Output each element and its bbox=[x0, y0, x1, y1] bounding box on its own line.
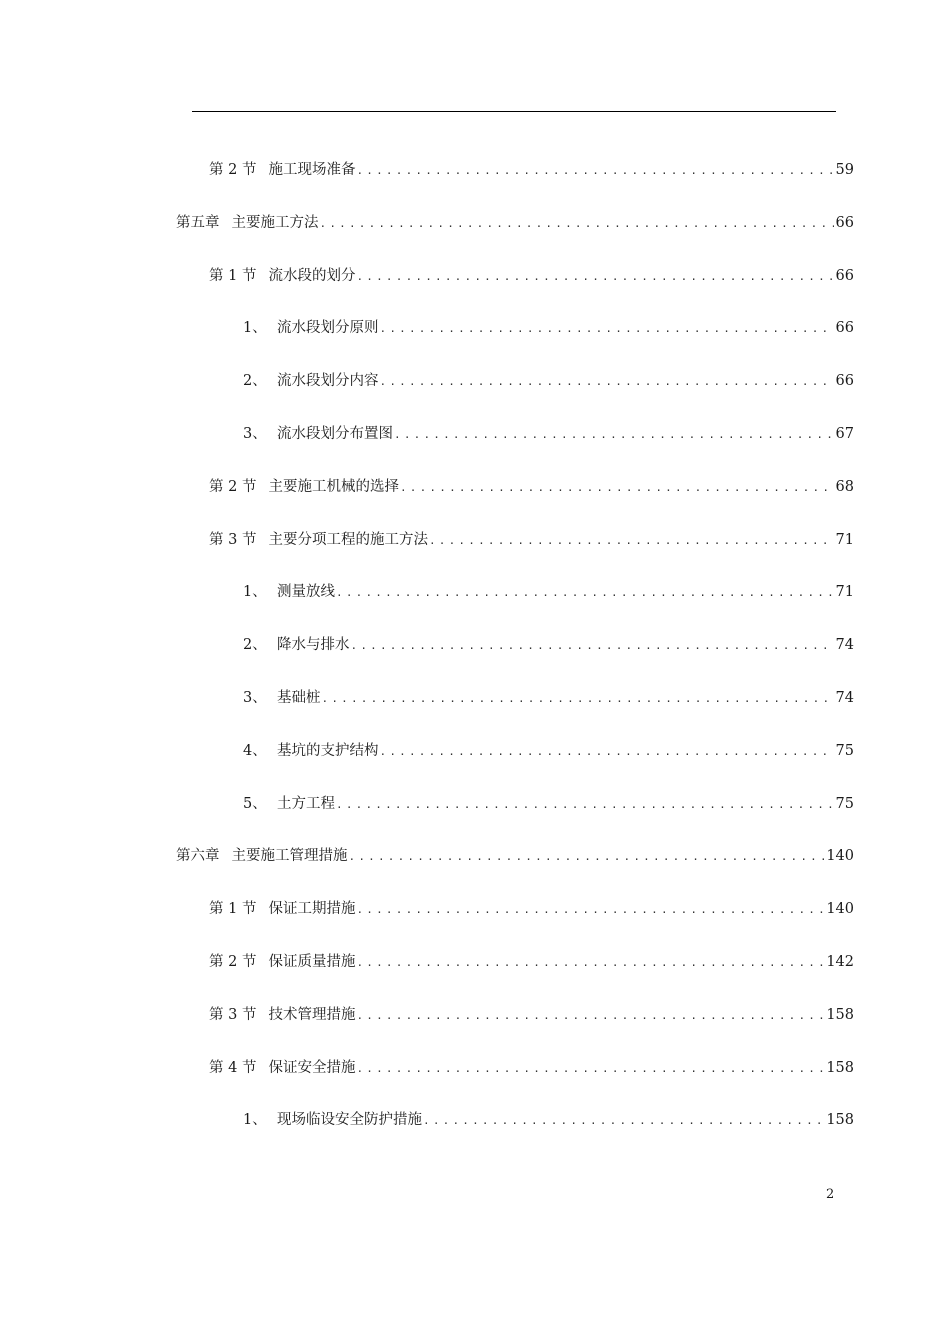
toc-entry-title: 施工现场准备 bbox=[268, 162, 356, 178]
toc-dot-leader bbox=[351, 634, 834, 657]
toc-entry-number: 第五章 bbox=[176, 214, 220, 231]
toc-dot-leader bbox=[380, 740, 834, 763]
toc-entry-title: 流水段划分内容 bbox=[277, 373, 379, 390]
toc-dot-leader bbox=[356, 898, 824, 921]
toc-entry-title: 主要施工机械的选择 bbox=[268, 478, 399, 495]
toc-entry-number: 第 1 节 bbox=[209, 901, 257, 918]
toc-entry-title: 保证安全措施 bbox=[268, 1059, 356, 1076]
toc-entry-page: 74 bbox=[835, 637, 854, 654]
toc-entry[interactable] bbox=[243, 316, 854, 340]
toc-entry-number: 1、 bbox=[243, 1112, 267, 1129]
toc-entry-title: 流水段划分布置图 bbox=[277, 426, 393, 442]
toc-entry-number: 3、 bbox=[243, 426, 267, 442]
toc-dot-leader bbox=[356, 1004, 824, 1027]
toc-entry-title: 主要施工方法 bbox=[231, 214, 319, 231]
toc-entry-number: 4、 bbox=[243, 742, 267, 759]
toc-entry-title: 技术管理措施 bbox=[268, 1006, 356, 1023]
toc-entry-page: 140 bbox=[826, 901, 854, 918]
toc-dot-leader bbox=[336, 581, 834, 604]
toc-entry-page: 66 bbox=[835, 320, 854, 337]
toc-entry-title: 保证质量措施 bbox=[268, 954, 356, 970]
toc-entry-number: 第 1 节 bbox=[209, 267, 257, 284]
toc-entry-page: 66 bbox=[835, 373, 854, 390]
toc-entry[interactable] bbox=[243, 792, 854, 816]
toc-dot-leader bbox=[356, 265, 833, 288]
toc-entry-title: 保证工期措施 bbox=[268, 901, 356, 918]
toc-entry-page: 71 bbox=[835, 531, 854, 548]
toc-entry-number: 1、 bbox=[243, 320, 267, 337]
header-rule bbox=[192, 111, 836, 112]
toc-entry-number: 第 4 节 bbox=[209, 1059, 257, 1076]
page-number: 2 bbox=[826, 1187, 835, 1202]
toc-entry[interactable] bbox=[209, 264, 854, 288]
toc-entry-title: 基坑的支护结构 bbox=[277, 742, 379, 759]
toc-entry-title: 土方工程 bbox=[277, 795, 335, 812]
toc-entry-number: 1、 bbox=[243, 584, 267, 601]
toc-entry-page: 74 bbox=[835, 690, 854, 706]
toc-entry-title: 流水段划分原则 bbox=[277, 320, 379, 337]
toc-entry[interactable] bbox=[243, 633, 854, 657]
toc-dot-leader bbox=[394, 423, 834, 446]
toc-entry[interactable] bbox=[209, 1056, 854, 1080]
toc-entry-number: 3、 bbox=[243, 690, 267, 706]
toc-entry[interactable] bbox=[176, 844, 854, 868]
toc-dot-leader bbox=[322, 687, 834, 710]
toc-entry-number: 第 2 节 bbox=[209, 954, 257, 970]
toc-dot-leader bbox=[429, 529, 834, 552]
toc-entry-page: 71 bbox=[835, 584, 854, 601]
toc-entry-number: 第 3 节 bbox=[209, 1006, 257, 1023]
toc-entry-page: 66 bbox=[835, 214, 854, 231]
toc-entry-number: 2、 bbox=[243, 637, 267, 654]
toc-entry-number: 2、 bbox=[243, 373, 267, 390]
toc-entry-page: 158 bbox=[826, 1112, 854, 1129]
toc-dot-leader bbox=[356, 951, 824, 974]
toc-entry-page: 75 bbox=[835, 742, 854, 759]
toc-entry[interactable] bbox=[209, 158, 854, 182]
toc-entry-title: 主要施工管理措施 bbox=[231, 848, 348, 865]
toc-dot-leader bbox=[400, 476, 834, 499]
toc-entry-page: 158 bbox=[826, 1006, 854, 1023]
toc-entry[interactable] bbox=[209, 897, 854, 921]
toc-dot-leader bbox=[336, 793, 834, 816]
toc-entry[interactable] bbox=[209, 1003, 854, 1027]
toc-dot-leader bbox=[380, 317, 834, 340]
toc-entry-number: 第六章 bbox=[176, 848, 220, 865]
toc-entry-page: 140 bbox=[826, 848, 854, 865]
toc-entry[interactable] bbox=[243, 369, 854, 393]
toc-dot-leader bbox=[349, 845, 825, 868]
toc-entry-number: 第 2 节 bbox=[209, 478, 257, 495]
toc-entry-number: 5、 bbox=[243, 795, 267, 812]
toc-entry-title: 测量放线 bbox=[277, 584, 335, 601]
toc-entry[interactable] bbox=[209, 950, 854, 974]
toc-dot-leader bbox=[380, 370, 834, 393]
toc-dot-leader bbox=[320, 212, 834, 235]
toc-entry[interactable] bbox=[243, 686, 854, 710]
toc-entry[interactable] bbox=[243, 422, 854, 446]
toc-entry-page: 68 bbox=[835, 478, 854, 495]
toc-entry-page: 75 bbox=[835, 795, 854, 812]
toc-entry[interactable] bbox=[243, 739, 854, 763]
toc-entry-page: 67 bbox=[835, 426, 854, 442]
toc-entry[interactable] bbox=[243, 580, 854, 604]
toc-entry-number: 第 2 节 bbox=[209, 162, 257, 178]
toc-entry-number: 第 3 节 bbox=[209, 531, 257, 548]
toc-entry[interactable] bbox=[209, 528, 854, 552]
toc-entry-page: 59 bbox=[835, 162, 854, 178]
toc-entry-page: 158 bbox=[826, 1059, 854, 1076]
toc-entry-page: 142 bbox=[826, 954, 854, 970]
toc-entry[interactable] bbox=[176, 211, 854, 235]
toc-entry[interactable] bbox=[209, 475, 854, 499]
toc-entry-title: 降水与排水 bbox=[277, 637, 350, 654]
toc-entry[interactable] bbox=[243, 1108, 854, 1132]
toc-entry-title: 流水段的划分 bbox=[268, 267, 356, 284]
toc-entry-page: 66 bbox=[835, 267, 854, 284]
toc-dot-leader bbox=[356, 159, 833, 182]
toc-dot-leader bbox=[356, 1057, 824, 1080]
toc-dot-leader bbox=[423, 1109, 824, 1132]
toc-entry-title: 基础桩 bbox=[277, 690, 321, 706]
toc-entry-title: 现场临设安全防护措施 bbox=[277, 1112, 422, 1129]
toc-entry-title: 主要分项工程的施工方法 bbox=[268, 531, 428, 548]
